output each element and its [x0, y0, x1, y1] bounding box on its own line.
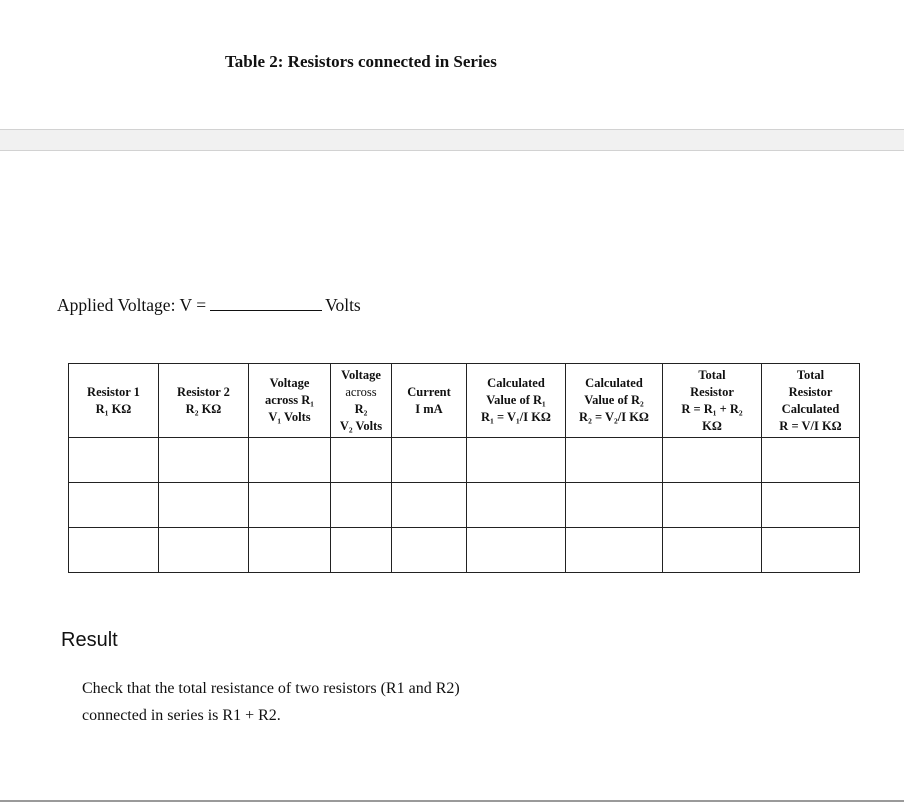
header-total-resistor-calculated	[762, 364, 860, 438]
bottom-divider	[0, 800, 904, 802]
applied-voltage-unit: Volts	[325, 295, 361, 315]
header-current	[392, 364, 467, 438]
table-cell[interactable]	[331, 483, 392, 528]
table-cell[interactable]	[159, 438, 249, 483]
table-body	[69, 364, 860, 573]
result-text-line-2: connected in series is R1 + R2.	[82, 707, 281, 724]
header-line: Value of R₂	[584, 393, 644, 407]
table-cell[interactable]	[762, 528, 860, 573]
table-cell[interactable]	[392, 528, 467, 573]
table-header-row	[69, 364, 860, 438]
table-cell[interactable]	[566, 438, 663, 483]
table-cell[interactable]	[663, 438, 762, 483]
table-cell[interactable]	[566, 483, 663, 528]
table-cell[interactable]	[467, 483, 566, 528]
header-calculated-r1	[467, 364, 566, 438]
table-cell[interactable]	[159, 528, 249, 573]
header-voltage-r1	[249, 364, 331, 438]
header-line: Resistor	[690, 384, 734, 399]
result-text-line-1: Check that the total resistance of two resistors (R1 and R2)	[82, 680, 460, 697]
header-total-resistor-sum	[663, 364, 762, 438]
series-resistors-table	[68, 363, 860, 573]
table-cell[interactable]	[467, 528, 566, 573]
table-cell[interactable]	[249, 438, 331, 483]
header-line: R₁ = V₁/I KΩ	[481, 410, 551, 424]
table-cell[interactable]	[249, 483, 331, 528]
table-cell[interactable]	[762, 483, 860, 528]
header-line: R₁ KΩ	[95, 401, 132, 416]
header-line: Resistor	[788, 384, 833, 399]
header-line: Calculated	[781, 401, 840, 416]
table-cell[interactable]	[331, 438, 392, 483]
table-cell[interactable]	[69, 528, 159, 573]
table-row	[69, 438, 860, 483]
table-cell[interactable]	[762, 438, 860, 483]
header-line: R₂ KΩ	[185, 401, 222, 416]
header-line: R = R₁ + R₂	[681, 401, 743, 416]
applied-voltage-line	[57, 295, 361, 316]
header-line: Value of R₁	[486, 393, 546, 407]
table-cell[interactable]	[392, 438, 467, 483]
table-cell[interactable]	[392, 483, 467, 528]
table-cell[interactable]	[69, 438, 159, 483]
header-line: R₂	[354, 401, 368, 416]
header-line: V₂ Volts	[339, 418, 383, 433]
header-resistor-1	[69, 364, 159, 438]
table-row	[69, 483, 860, 528]
table-cell[interactable]	[331, 528, 392, 573]
table-title: Table 2: Resistors connected in Series	[225, 52, 497, 71]
header-calculated-r2	[566, 364, 663, 438]
header-line: I mA	[415, 401, 443, 416]
header-resistor-2	[159, 364, 249, 438]
header-line: R = V/I KΩ	[779, 418, 842, 433]
header-line: R₂ = V₂/I KΩ	[579, 410, 649, 424]
table-row	[69, 528, 860, 573]
page-separator	[0, 129, 904, 151]
table-cell[interactable]	[566, 528, 663, 573]
header-line: Total	[796, 367, 825, 382]
table-cell[interactable]	[663, 483, 762, 528]
header-line: across R₁	[265, 393, 314, 407]
table-cell[interactable]	[467, 438, 566, 483]
table-cell[interactable]	[159, 483, 249, 528]
table-cell[interactable]	[69, 483, 159, 528]
applied-voltage-blank[interactable]	[210, 296, 322, 311]
header-line: V₁ Volts	[268, 410, 311, 424]
header-line: Resistor 1	[87, 384, 140, 399]
header-line: Voltage	[341, 367, 381, 382]
header-line: KΩ	[702, 418, 722, 433]
result-heading: Result	[61, 629, 118, 651]
header-line: Total	[698, 367, 726, 382]
table-cell[interactable]	[663, 528, 762, 573]
header-line: Calculated	[487, 376, 545, 390]
header-voltage-r2	[331, 364, 392, 438]
header-line: Voltage	[269, 376, 310, 390]
table-cell[interactable]	[249, 528, 331, 573]
header-line: Calculated	[585, 376, 643, 390]
applied-voltage-label: Applied Voltage: V =	[57, 295, 207, 315]
header-line: Resistor 2	[177, 384, 230, 399]
header-line: across	[345, 384, 377, 399]
header-line: Current	[407, 384, 451, 399]
